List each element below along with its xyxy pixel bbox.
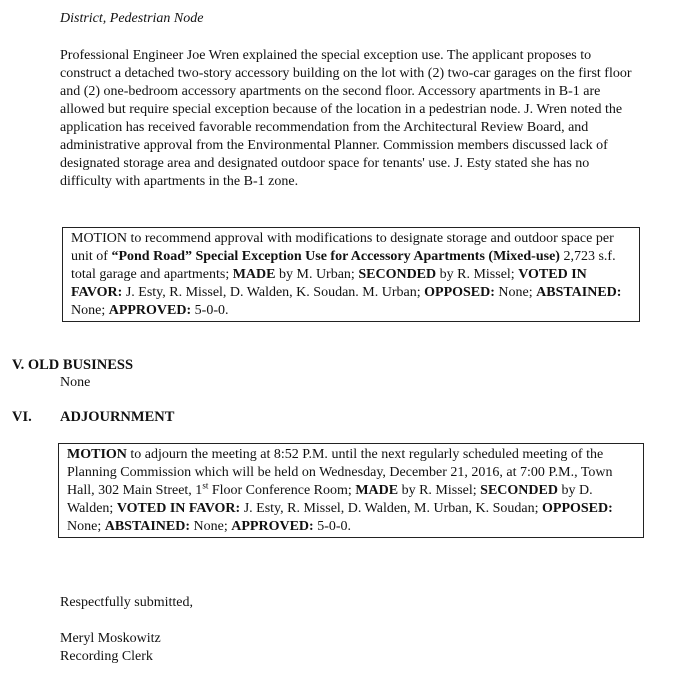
section-5-body: None (60, 375, 91, 390)
motion2-text: None; (190, 519, 232, 534)
motion2-opposed: OPPOSED: (542, 501, 613, 516)
closing-line: Respectfully submitted, (60, 595, 193, 610)
motion1-voted: VOTED IN FAVOR: (71, 267, 587, 300)
motion1-project: “Pond Road” Special Exception Use for Accessory Apartments (Mixed-use) (111, 249, 560, 264)
motion1-made: MADE (232, 267, 276, 282)
motion1-text: MOTION to recommend approval with modifications to designate storage and outdoor space per unit of (71, 231, 614, 264)
section-6-heading: ADJOURNMENT (60, 409, 175, 425)
motion2-text: by D. Walden; (67, 483, 593, 516)
signature-title: Recording Clerk (60, 649, 153, 664)
motion1-text: 2,723 s.f. total garage and apartments; (71, 249, 616, 282)
motion2-motion: MOTION (67, 447, 127, 462)
motion1-abstained: ABSTAINED: (536, 285, 622, 300)
motion2-text: None; (67, 519, 105, 534)
motion1-text: None; (71, 303, 109, 318)
motion2-seconded: SECONDED (480, 483, 558, 498)
motion2-made: MADE (355, 483, 399, 498)
section-5-heading: V. OLD BUSINESS (12, 357, 134, 373)
motion1-opposed: OPPOSED: (424, 285, 495, 300)
motion2-time-suffix: P.M. (548, 465, 575, 480)
motion1-text: by M. Urban; (275, 267, 359, 282)
motion2-text: until the next regularly scheduled meeting of the Planning Commission which will be held on Wednesday, December 21, 2016, at 7:00 (67, 447, 604, 480)
motion2-text: to adjourn the meeting at 8:52 (126, 447, 303, 462)
motion1-text: 5-0-0. (191, 303, 229, 318)
motion2-approved: APPROVED: (231, 519, 314, 534)
motion2-voted: VOTED IN FAVOR: (116, 501, 241, 516)
motion2-text: , Town Hall, 302 Main Street, 1 (67, 465, 613, 498)
signature-name: Meryl Moskowitz (60, 631, 161, 646)
motion-box-1 (62, 227, 640, 322)
section-6-number: VI. (12, 409, 32, 425)
motion1-approved: APPROVED: (108, 303, 192, 318)
motion1-text: J. Esty, R. Missel, D. Walden, K. Soudan. M. Urban; (122, 285, 425, 300)
motion1-text: None; (494, 285, 537, 300)
motion2-time-suffix: P.M. (302, 447, 328, 462)
motion2-text: 5-0-0. (313, 519, 352, 534)
motion1-seconded: SECONDED (358, 267, 437, 282)
motion2-abstained: ABSTAINED: (104, 519, 191, 534)
header-line: District, Pedestrian Node (60, 11, 204, 26)
motion2-text: J. Esty, R. Missel, D. Walden, M. Urban, K. Soudan; (240, 501, 542, 516)
discussion-paragraph: Professional Engineer Joe Wren explained the special exception use. The applicant proposes to construct a detached two-story accessory building on the lot with (2) two-car garages on the first floor and (2) one-bedroom accessory apartments on the second floor. Accessory apartments in B-1 are allowed but require special exception because of the location in a pedestrian node. J. Wren noted the application has received favorable recommendation from the Architectural Review Board, and administrative approval from the Environmental Planner. Commission members discussed lack of designated storage area and designated outdoor space for tenants' use. J. Esty stated she has no difficulty with apartments in the B-1 zone. (60, 48, 632, 189)
motion2-text: Floor Conference Room; (208, 483, 356, 498)
motion2-text: by R. Missel; (398, 483, 481, 498)
motion-box-2 (58, 443, 644, 538)
motion1-text: by R. Missel; (436, 267, 519, 282)
motion2-ordinal: st (202, 480, 209, 491)
